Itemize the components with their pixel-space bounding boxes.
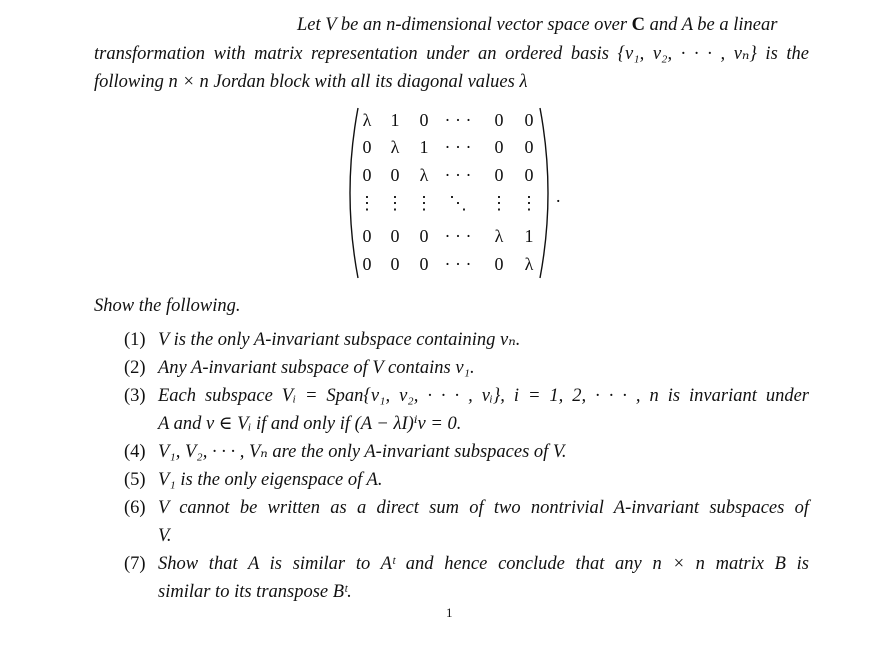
matrix-cell: 0	[419, 254, 429, 274]
item-5-line-1: V₁ is the only eigenspace of A.	[158, 470, 383, 490]
matrix-cell: λ	[390, 137, 400, 157]
jordan-block-matrix	[344, 106, 554, 280]
matrix-cell: 0	[362, 254, 372, 274]
item-1-line-1: V is the only A-invariant subspace containing vₙ.	[158, 330, 521, 350]
item-label-2: (2)	[124, 358, 146, 378]
item-4-line-1: V₁, V₂, · · · , Vₙ are the only A-invariant subspaces of V.	[158, 442, 567, 462]
matrix-cell: ⋱	[449, 193, 467, 213]
item-3-line-2: A and v ∈ Vᵢ if and only if (A − λI)ⁱv = 0.	[158, 414, 462, 434]
item-label-3: (3)	[124, 386, 146, 406]
item-2-line-1: Any A-invariant subspace of V contains v₁.	[158, 358, 475, 378]
matrix-cell: 0	[494, 165, 504, 185]
matrix-cell: · · ·	[444, 110, 472, 130]
matrix-cell: · · ·	[444, 165, 472, 185]
matrix-cell: 0	[524, 137, 534, 157]
matrix-cell: λ	[362, 110, 372, 130]
intro-line-3: following n × n Jordan block with all its diagonal values λ	[94, 72, 528, 92]
matrix-cell: ⋮	[490, 193, 508, 213]
matrix-trailing-period: .	[556, 186, 561, 206]
page-number: 1	[446, 605, 453, 620]
matrix-cell: 0	[524, 165, 534, 185]
item-label-7: (7)	[124, 554, 146, 574]
matrix-cell: 0	[362, 165, 372, 185]
matrix-cell: ⋮	[415, 193, 433, 213]
item-7-line-1: Show that A is similar to Aᵗ and hence conclude that any n × n matrix B is	[158, 554, 809, 574]
matrix-cell: 1	[524, 226, 534, 246]
matrix-cell: 0	[524, 110, 534, 130]
matrix-cell: 0	[494, 137, 504, 157]
item-7-line-2: similar to its transpose Bᵗ.	[158, 582, 352, 602]
matrix-cell: 1	[390, 110, 400, 130]
matrix-cell: λ	[494, 226, 504, 246]
item-label-4: (4)	[124, 442, 146, 462]
item-label-1: (1)	[124, 330, 146, 350]
matrix-cell: 0	[419, 226, 429, 246]
matrix-cell: λ	[524, 254, 534, 274]
intro-line-1: Let V be an n-dimensional vector space over C and A be a linear	[297, 15, 778, 35]
matrix-cell: 0	[419, 110, 429, 130]
item-label-5: (5)	[124, 470, 146, 490]
item-3-line-1: Each subspace Vᵢ = Span{v₁, v₂, · · · , vᵢ}, i = 1, 2, · · · , n is invariant under	[158, 386, 809, 406]
matrix-cell: · · ·	[444, 226, 472, 246]
matrix-cell: 1	[419, 137, 429, 157]
item-6-line-2: V.	[158, 526, 172, 546]
matrix-cell: · · ·	[444, 254, 472, 274]
item-label-6: (6)	[124, 498, 146, 518]
matrix-cell: 0	[362, 226, 372, 246]
matrix-cell: 0	[494, 110, 504, 130]
show-heading: Show the following.	[94, 296, 241, 316]
matrix-cell: 0	[390, 165, 400, 185]
matrix-cell: 0	[390, 226, 400, 246]
matrix-cell: λ	[419, 165, 429, 185]
matrix-cell: ⋮	[358, 193, 376, 213]
matrix-cell: 0	[390, 254, 400, 274]
matrix-cell: 0	[494, 254, 504, 274]
intro-line-2: transformation with matrix representation under an ordered basis {v₁, v₂, · · · , vₙ} is the	[94, 44, 809, 64]
matrix-cell: ⋮	[386, 193, 404, 213]
item-6-line-1: V cannot be written as a direct sum of two nontrivial A-invariant subspaces of	[158, 498, 809, 518]
matrix-cell: 0	[362, 137, 372, 157]
matrix-cell: · · ·	[444, 137, 472, 157]
matrix-cell: ⋮	[520, 193, 538, 213]
